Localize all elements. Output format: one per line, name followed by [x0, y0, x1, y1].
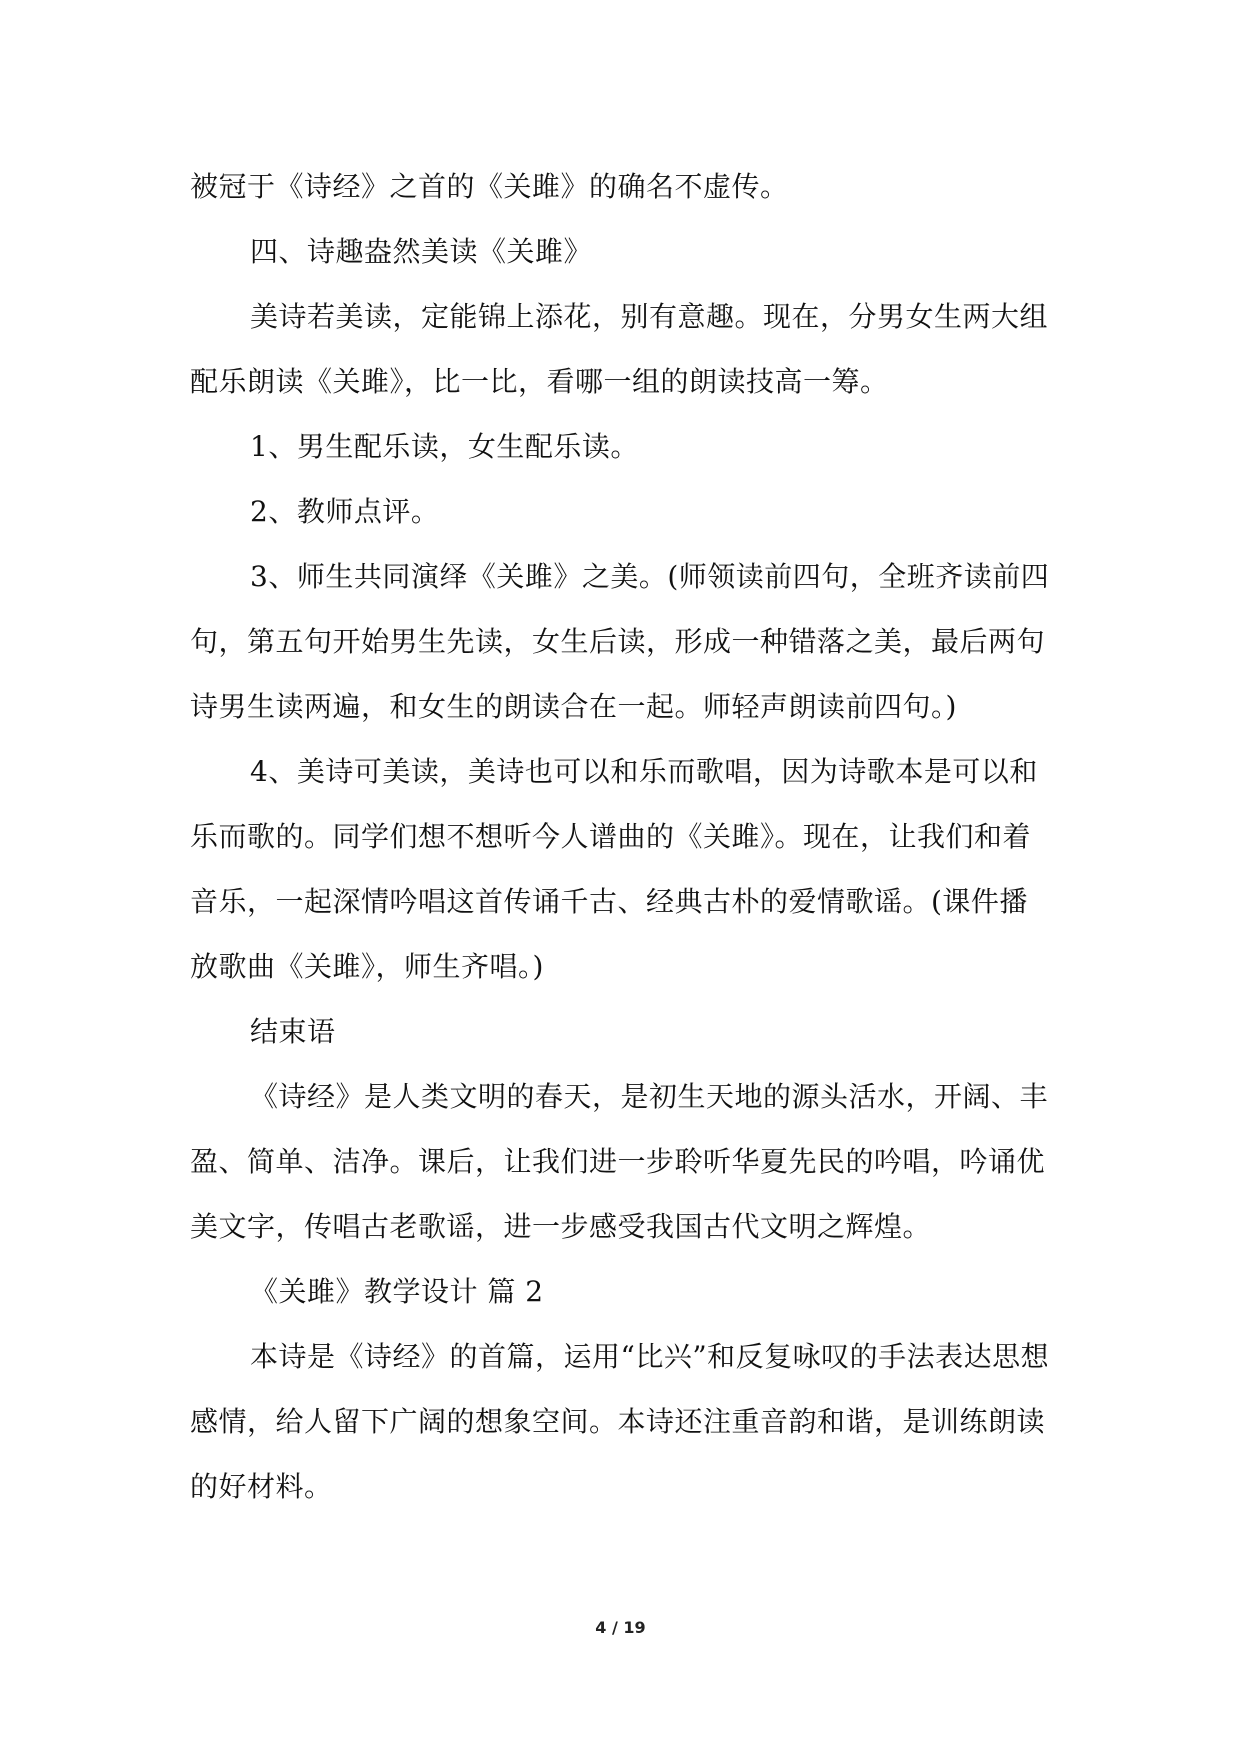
- list-item-4: 4、美诗可美读，美诗也可以和乐而歌唱，因为诗歌本是可以和乐而歌的。同学们想不想听今人谱曲的《关雎》。现在，让我们和着音乐，一起深情吟唱这首传诵千古、经典古朴的爱情歌谣。(课件播放歌曲《关雎》，师生齐唱。): [190, 755, 1038, 983]
- paragraph-conclusion: 《诗经》是人类文明的春天，是初生天地的源头活水，开阔、丰盈、简单、洁净。课后，让我们进一步聆听华夏先民的吟唱，吟诵优美文字，传唱古老歌谣，进一步感受我国古代文明之辉煌。: [190, 1080, 1049, 1243]
- paragraph-beautiful-reading: 美诗若美读，定能锦上添花，别有意趣。现在，分男女生两大组配乐朗读《关雎》，比一比，看哪一组的朗读技高一筹。: [190, 300, 1049, 398]
- paragraph-part-2-intro: 本诗是《诗经》的首篇，运用“比兴”和反复咏叹的手法表达思想感情，给人留下广阔的想象空间。本诗还注重音韵和谐，是训练朗读的好材料。: [190, 1340, 1050, 1503]
- page-number: 4 / 19: [595, 1618, 646, 1637]
- paragraph-intro-conclusion: 被冠于《诗经》之首的《关雎》的确名不虚传。: [190, 170, 789, 203]
- list-item-1: 1、男生配乐读，女生配乐读。: [250, 430, 639, 463]
- section-heading-four: 四、诗趣盎然美读《关雎》: [250, 235, 593, 268]
- list-item-3: 3、师生共同演绎《关雎》之美。(师领读前四句，全班齐读前四句，第五句开始男生先读，女生后读，形成一种错落之美，最后两句诗男生读两遍，和女生的朗读合在一起。师轻声朗读前四句。): [190, 560, 1050, 723]
- section-heading-part-2: 《关雎》教学设计 篇 2: [250, 1275, 544, 1308]
- list-item-2: 2、教师点评。: [250, 495, 440, 528]
- section-heading-conclusion: 结束语: [250, 1015, 336, 1048]
- document-body: [190, 154, 1052, 1519]
